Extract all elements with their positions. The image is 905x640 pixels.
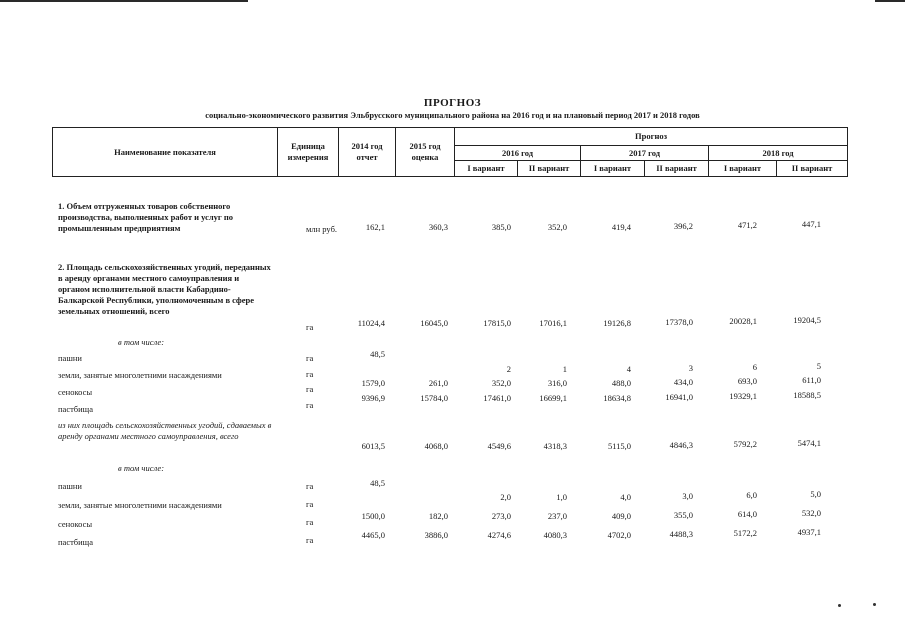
row-unit: га [306, 517, 314, 527]
value-cell: 447,1 [801, 219, 821, 229]
value-cell: 4702,0 [607, 530, 631, 540]
value-cell: 4068,0 [424, 441, 448, 451]
value-cell: 352,0 [547, 222, 567, 232]
header-variant-1: I вариант [455, 161, 518, 177]
row-label: пастбища [58, 404, 94, 414]
value-cell: 352,0 [491, 378, 511, 388]
value-cell: 4549,6 [487, 441, 511, 451]
value-cell: 1500,0 [361, 511, 385, 521]
value-cell: 4 [626, 364, 631, 374]
value-cell: 693,0 [737, 376, 757, 386]
header-2017: 2017 год [581, 146, 709, 161]
row-unit: га [306, 353, 314, 363]
value-cell: 360,3 [428, 222, 448, 232]
value-cell: 18588,5 [793, 390, 821, 400]
row-unit: га [306, 384, 314, 394]
value-cell: 4465,0 [361, 530, 385, 540]
row-unit: га [306, 481, 314, 491]
document-subtitle: социально-экономического развития Эльбрусского муниципального района на 2016 год и на плановый период 2017 и 2018 годов [205, 110, 700, 120]
row-label: сенокосы [58, 387, 93, 397]
value-cell: 273,0 [491, 511, 511, 521]
header-variant-1: I вариант [581, 161, 645, 177]
row-label: земли, занятые многолетними насаждениями [58, 370, 222, 380]
header-indicator: Наименование показателя [53, 128, 278, 177]
table-header [52, 127, 848, 177]
row-label: сенокосы [58, 519, 93, 529]
header-2015: 2015 год оценка [396, 128, 455, 177]
value-cell: 434,0 [673, 377, 693, 387]
value-cell: 5,0 [810, 489, 821, 499]
value-cell: 5474,1 [797, 438, 821, 448]
value-cell: 1,0 [556, 492, 567, 502]
value-cell: 17378,0 [665, 317, 693, 327]
value-cell: 4488,3 [669, 529, 693, 539]
value-cell: 16699,1 [539, 393, 567, 403]
row-label: в том числе: [118, 337, 165, 347]
row-label: пашни [58, 481, 82, 491]
value-cell: 48,5 [370, 349, 385, 359]
value-cell: 488,0 [611, 378, 631, 388]
header-variant-2: II вариант [645, 161, 709, 177]
value-cell: 4,0 [620, 492, 631, 502]
value-cell: 4846,3 [669, 440, 693, 450]
value-cell: 17815,0 [483, 318, 511, 328]
value-cell: 2 [506, 364, 511, 374]
value-cell: 9396,9 [361, 393, 385, 403]
value-cell: 409,0 [611, 511, 631, 521]
scan-speck [838, 604, 841, 607]
value-cell: 5792,2 [733, 439, 757, 449]
header-variant-2: II вариант [777, 161, 848, 177]
scan-artifact-line [0, 0, 248, 2]
value-cell: 16045,0 [420, 318, 448, 328]
value-cell: 162,1 [365, 222, 385, 232]
value-cell: 355,0 [673, 510, 693, 520]
value-cell: 471,2 [737, 220, 757, 230]
value-cell: 18634,8 [603, 393, 631, 403]
value-cell: 3886,0 [424, 530, 448, 540]
value-cell: 5 [816, 361, 821, 371]
header-variant-2: II вариант [518, 161, 581, 177]
value-cell: 19204,5 [793, 315, 821, 325]
value-cell: 182,0 [428, 511, 448, 521]
value-cell: 316,0 [547, 378, 567, 388]
value-cell: 16941,0 [665, 392, 693, 402]
value-cell: 17461,0 [483, 393, 511, 403]
value-cell: 20028,1 [729, 316, 757, 326]
value-cell: 261,0 [428, 378, 448, 388]
value-cell: 6013,5 [361, 441, 385, 451]
row-label: земли, занятые многолетними насаждениями [58, 500, 222, 510]
value-cell: 532,0 [801, 508, 821, 518]
value-cell: 1 [562, 364, 567, 374]
row-unit: га [306, 322, 314, 332]
header-unit: Единица измерения [278, 128, 339, 177]
value-cell: 5172,2 [733, 528, 757, 538]
value-cell: 385,0 [491, 222, 511, 232]
value-cell: 11024,4 [357, 318, 385, 328]
scan-artifact-line [875, 0, 905, 2]
row-unit: га [306, 400, 314, 410]
row-label: 1. Объем отгруженных товаров собственного производства, выполненных работ и услуг по промышленным предприятиям [58, 201, 234, 233]
row-unit: га [306, 499, 314, 509]
value-cell: 19329,1 [729, 391, 757, 401]
header-forecast: Прогноз [455, 128, 848, 146]
row-unit: га [306, 369, 314, 379]
value-cell: 6 [752, 362, 757, 372]
value-cell: 5115,0 [607, 441, 631, 451]
row-label: в том числе: [118, 463, 165, 473]
header-variant-1: I вариант [709, 161, 777, 177]
value-cell: 614,0 [737, 509, 757, 519]
value-cell: 15784,0 [420, 393, 448, 403]
row-label: пастбища [58, 537, 94, 547]
value-cell: 4937,1 [797, 527, 821, 537]
value-cell: 1579,0 [361, 378, 385, 388]
value-cell: 237,0 [547, 511, 567, 521]
header-2014: 2014 год отчет [339, 128, 396, 177]
value-cell: 48,5 [370, 478, 385, 488]
value-cell: 396,2 [673, 221, 693, 231]
scan-speck [873, 603, 876, 606]
value-cell: 4318,3 [543, 441, 567, 451]
value-cell: 4274,6 [487, 530, 511, 540]
row-label: из них площадь сельскохозяйственных угодий, сдаваемых в аренду органами местного самоуправления, всего [58, 420, 272, 441]
header-2016: 2016 год [455, 146, 581, 161]
value-cell: 4080,3 [543, 530, 567, 540]
row-unit: га [306, 535, 314, 545]
value-cell: 2,0 [500, 492, 511, 502]
value-cell: 17016,1 [539, 318, 567, 328]
value-cell: 419,4 [611, 222, 631, 232]
header-2018: 2018 год [709, 146, 848, 161]
value-cell: 6,0 [746, 490, 757, 500]
document-title: ПРОГНОЗ [423, 97, 482, 109]
value-cell: 3 [688, 363, 693, 373]
value-cell: 19126,8 [603, 318, 631, 328]
row-label: пашни [58, 353, 82, 363]
value-cell: 611,0 [802, 375, 821, 385]
row-unit: млн руб. [306, 224, 338, 234]
value-cell: 3,0 [682, 491, 693, 501]
row-label: 2. Площадь сельскохозяйственных угодий, переданных в аренду органами местного самоуправления и органом исполнительной власти Кабардино-Балкарской Республики, уполномоченным в сфере земельных отношений, всего [58, 262, 271, 316]
